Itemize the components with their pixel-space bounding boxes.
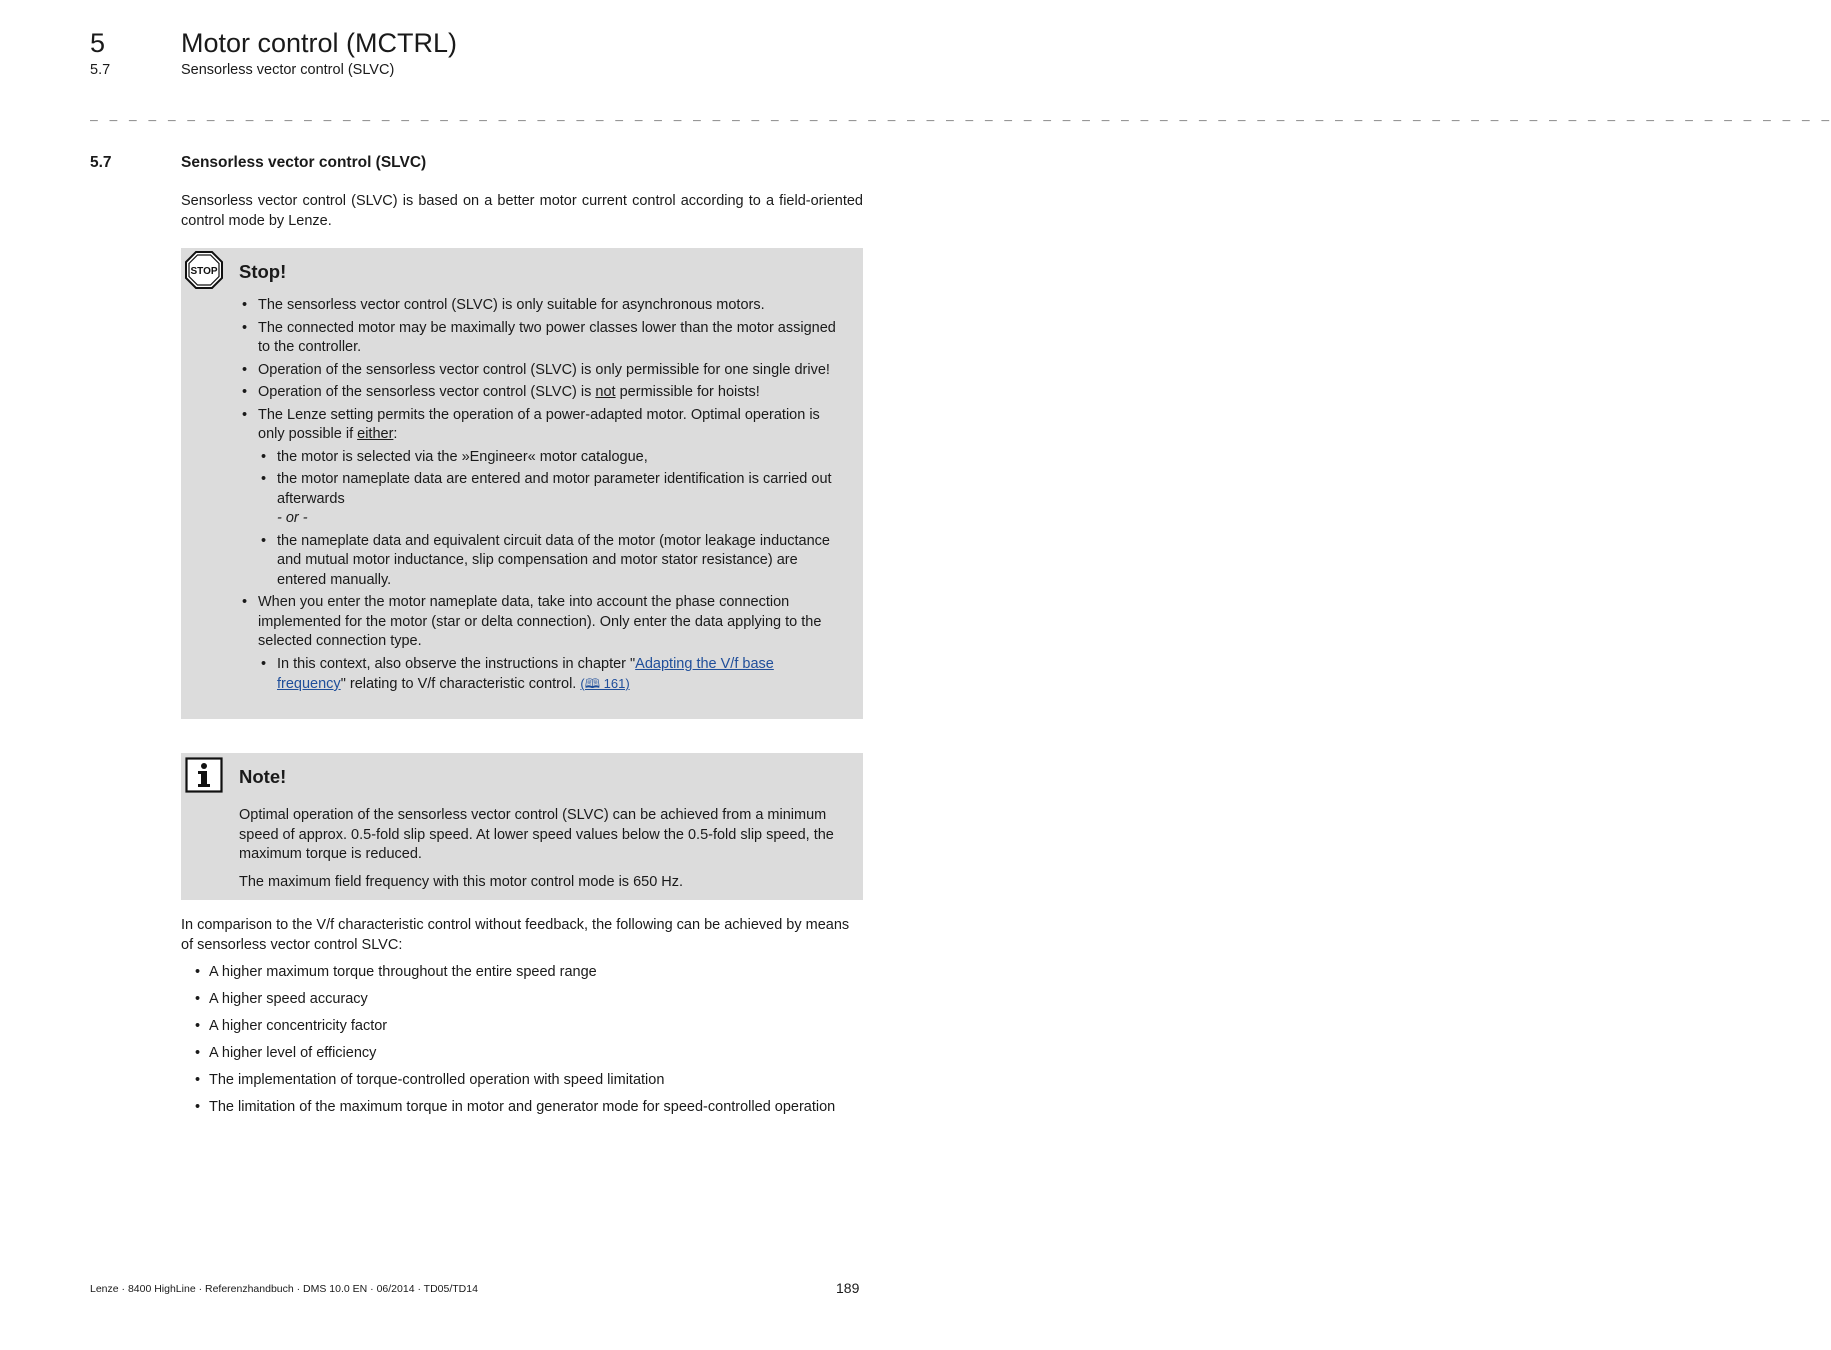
chapter-number: 5: [90, 28, 106, 58]
list-item: • The sensorless vector control (SLVC) is only suitable for asynchronous motors.: [239, 296, 845, 316]
list-item: • A higher concentricity factor: [195, 1017, 855, 1037]
list-item: • Operation of the sensorless vector control (SLVC) is not permissible for hoists!: [239, 383, 845, 403]
chapter-link-vf-base-frequency[interactable]: Adapting the V/f base frequency: [277, 655, 774, 692]
emphasis-either: either: [357, 426, 394, 442]
sub-list: [258, 655, 845, 695]
list-item: • A higher maximum torque throughout the entire speed range: [195, 963, 855, 983]
stop-content: [239, 296, 845, 698]
stop-list: [239, 296, 845, 695]
note-title: Note!: [239, 766, 287, 787]
info-icon: [185, 757, 223, 797]
section-intro: Sensorless vector control (SLVC) is based on a better motor current control according to a field-oriented control mode by Lenze.: [181, 193, 863, 229]
note-paragraph: Optimal operation of the sensorless vector control (SLVC) can be achieved from a minimum speed of approx. 0.5-fold slip speed. At lower speed values below the 0.5-fold slip speed, the maximum torque is reduced.: [239, 807, 834, 862]
note-paragraph: The maximum field frequency with this motor control mode is 650 Hz.: [239, 873, 684, 890]
subchapter-title: Sensorless vector control (SLVC): [181, 62, 395, 78]
comparison-intro: In comparison to the V/f characteristic control without feedback, the following can be achieved by means of sensorless vector control SLVC:: [181, 917, 850, 953]
sub-list-item: • the motor is selected via the »Engineer« motor catalogue,: [258, 448, 845, 468]
sub-list-item: • In this context, also observe the instructions in chapter "Adapting the V/f base frequency" relating to V/f characteristic control. (🕮 161): [258, 655, 845, 695]
subchapter-number: 5.7: [90, 62, 111, 78]
list-item: • A higher speed accuracy: [195, 990, 855, 1010]
stop-title: Stop!: [239, 261, 287, 282]
page-reference-link[interactable]: (🕮 161): [580, 676, 630, 691]
stop-icon: [185, 251, 223, 293]
section-title: Sensorless vector control (SLVC): [181, 154, 427, 171]
stop-callout: [181, 248, 863, 719]
list-item: • The connected motor may be maximally two power classes lower than the motor assigned to the controller.: [239, 319, 845, 358]
page-number: 189: [836, 1280, 860, 1296]
emphasis-not: not: [595, 384, 616, 400]
svg-text:STOP: STOP: [190, 266, 218, 277]
benefits-list: [195, 963, 855, 1125]
list-item: • A higher level of efficiency: [195, 1044, 855, 1064]
header-dashed-rule: _ _ _ _ _ _ _ _ _ _ _ _ _ _ _ _ _ _ _ _ _ _ _ _ _ _ _ _ _ _ _ _ _ _ _ _ _ _ _ _ _ _ _ _ _ _ _ _ _ _ _ _ _ _ _ _ _ _ _ _ _ _ _ _ _ _ _ _ _ _ _ _ _ _ _ _ _ _ _ _ _ _ _ _ _ _ _ _ _ _: [90, 107, 1831, 122]
chapter-title: Motor control (MCTRL): [181, 28, 458, 58]
or-separator: - or -: [277, 510, 308, 526]
list-item: • The implementation of torque-controlled operation with speed limitation: [195, 1071, 855, 1091]
list-item: • When you enter the motor nameplate data, take into account the phase connection implemented for the motor (star or delta connection). Only enter the data applying to the selected connection type. • In this context, also observe the instructions in chapter "Adapting the V/f base frequency" relating to V/f characteristic control. (🕮 161): [239, 593, 845, 695]
list-item: • The Lenze setting permits the operation of a power-adapted motor. Optimal operation is only possible if either: • the motor is selected via the »Engineer« motor catalogue, • the motor nameplate data are entered and motor parameter identification is carried out afterwards - or - • the nameplate data and equivalent circuit data of the motor (motor leakage inductance and mutual motor inductance, slip compensation and motor stator resistance) are entered manually.: [239, 406, 845, 591]
sub-list: [258, 448, 845, 591]
list-item: • Operation of the sensorless vector control (SLVC) is only permissible for one single drive!: [239, 361, 845, 381]
list-item: • The limitation of the maximum torque in motor and generator mode for speed-controlled operation: [195, 1098, 855, 1118]
note-content: [239, 806, 845, 900]
sub-list-item: • the nameplate data and equivalent circuit data of the motor (motor leakage inductance and mutual motor inductance, slip compensation and motor stator resistance) are entered manually.: [258, 532, 845, 591]
section-number: 5.7: [90, 154, 112, 171]
note-callout: [181, 753, 863, 900]
footer-text: Lenze · 8400 HighLine · Referenzhandbuch · DMS 10.0 EN · 06/2014 · TD05/TD14: [90, 1283, 478, 1295]
sub-list-item: • the motor nameplate data are entered and motor parameter identification is carried out afterwards - or -: [258, 470, 845, 529]
